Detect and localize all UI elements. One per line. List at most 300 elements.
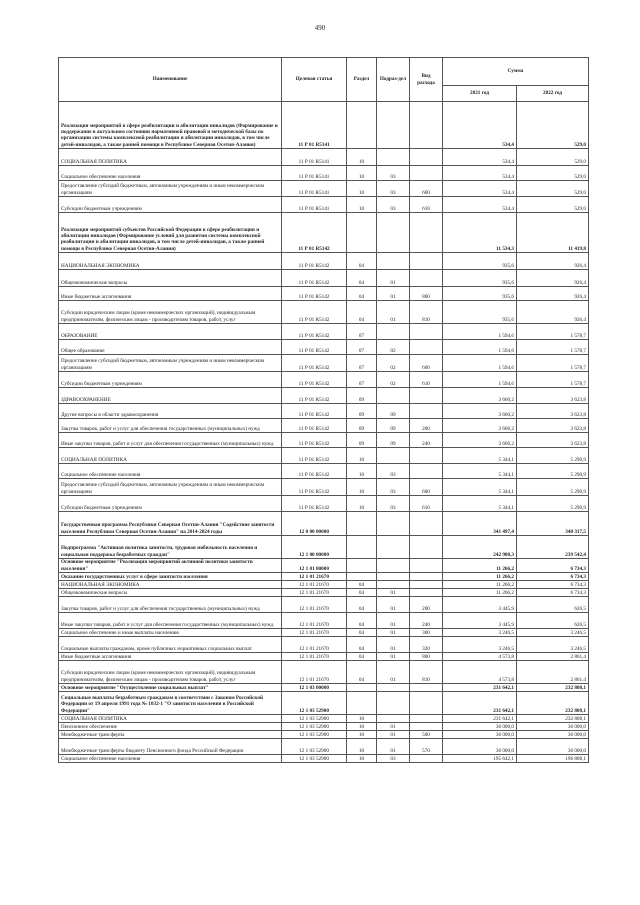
row-name: Другие вопросы в области здравоохранения	[59, 404, 282, 419]
row-sum-2021: 5 344,1	[443, 464, 517, 479]
row-csr: 12 1 03 52900	[282, 692, 347, 715]
header-subsection: Подраз-дел	[377, 58, 410, 102]
row-section: 04	[347, 589, 377, 597]
row-subsection: 01	[377, 661, 410, 684]
row-sum-2022: 926,4	[517, 301, 589, 324]
row-sum-2021: 5 344,1	[443, 448, 517, 464]
row-sum-2022: 232 808,1	[517, 684, 589, 692]
row-subsection: 01	[377, 270, 410, 287]
row-sum-2021: 534,4	[443, 102, 517, 149]
row-section: 04	[347, 629, 377, 637]
row-section	[347, 692, 377, 715]
row-expense-type: 600	[410, 181, 443, 197]
row-subsection: 01	[377, 613, 410, 629]
table-row	[59, 324, 589, 340]
row-name: Субсидии юридическим лицам (кроме некоммерческих организаций), индивидуальным предпринимателям, физическим лицам - производителям товаров, работ, услуг	[59, 301, 282, 324]
row-sum-2022: 1 578,7	[517, 372, 589, 388]
header-expense-type: Вид расхода	[410, 58, 443, 102]
row-expense-type: 810	[410, 661, 443, 684]
row-csr: 12 1 03 52900	[282, 731, 347, 739]
table-row	[59, 684, 589, 692]
row-name: Социальные выплаты безработным гражданам в соответствии с Законом Российской Федерации от 19 апреля 1991 года № 1032-1 "О занятости населения в Российской Федерации"	[59, 692, 282, 715]
table-row	[59, 629, 589, 637]
row-sum-2021: 935,6	[443, 253, 517, 270]
row-sum-2022: 2 861,4	[517, 653, 589, 661]
row-sum-2021: 36 000,0	[443, 723, 517, 731]
table-row	[59, 433, 589, 448]
row-sum-2021: 534,4	[443, 149, 517, 166]
row-sum-2021: 935,6	[443, 301, 517, 324]
row-section: 04	[347, 253, 377, 270]
row-subsection	[377, 213, 410, 253]
row-sum-2021: 11 266,2	[443, 589, 517, 597]
table-row	[59, 448, 589, 464]
row-expense-type: 320	[410, 637, 443, 653]
row-section: 07	[347, 340, 377, 355]
table-row	[59, 739, 589, 755]
row-section	[347, 573, 377, 581]
row-csr: 11 Р 01 R5142	[282, 419, 347, 433]
row-csr: 11 Р 01 R5142	[282, 496, 347, 512]
row-csr: 12 1 03 52900	[282, 723, 347, 731]
row-expense-type	[410, 723, 443, 731]
row-subsection	[377, 102, 410, 149]
row-expense-type	[410, 270, 443, 287]
row-expense-type	[410, 589, 443, 597]
table-row	[59, 496, 589, 512]
row-sum-2022: 239 542,4	[517, 536, 589, 559]
row-expense-type	[410, 464, 443, 479]
row-section: 04	[347, 597, 377, 613]
row-csr: 11 Р 01 R5142	[282, 253, 347, 270]
budget-table	[58, 57, 589, 763]
row-name: ОБРАЗОВАНИЕ	[59, 324, 282, 340]
table-row	[59, 692, 589, 715]
row-sum-2022: 529,0	[517, 197, 589, 213]
header-year-2022: 2022 год	[517, 86, 589, 102]
row-expense-type: 610	[410, 197, 443, 213]
header-name: Наименование	[59, 58, 282, 102]
row-name: Общеэкономические вопросы	[59, 589, 282, 597]
row-section: 04	[347, 613, 377, 629]
row-name: Пенсионное обеспечение	[59, 723, 282, 731]
row-section: 10	[347, 448, 377, 464]
row-name: Предоставление субсидий бюджетным, автономным учреждениям и иным некоммерческим организациям	[59, 181, 282, 197]
row-subsection: 02	[377, 355, 410, 372]
row-subsection: 01	[377, 287, 410, 301]
row-csr: 11 Р 01 R5141	[282, 166, 347, 181]
row-section: 04	[347, 653, 377, 661]
row-csr: 11 Р 01 R5142	[282, 213, 347, 253]
row-name: Закупка товаров, работ и услуг для обеспечения государственных (муниципальных) нужд	[59, 597, 282, 613]
row-expense-type: 600	[410, 355, 443, 372]
row-name: Иные бюджетные ассигнования	[59, 653, 282, 661]
row-name: НАЦИОНАЛЬНАЯ ЭКОНОМИКА	[59, 581, 282, 589]
table-row	[59, 388, 589, 404]
table-row	[59, 301, 589, 324]
row-csr: 12 1 01 21670	[282, 637, 347, 653]
row-subsection	[377, 324, 410, 340]
row-section: 09	[347, 404, 377, 419]
row-expense-type: 200	[410, 597, 443, 613]
row-csr: 11 Р 01 R5142	[282, 372, 347, 388]
table-row	[59, 715, 589, 723]
row-csr: 11 Р 01 R5142	[282, 433, 347, 448]
row-subsection: 09	[377, 419, 410, 433]
row-csr: 12 1 03 52900	[282, 715, 347, 723]
row-sum-2022: 6 734,3	[517, 581, 589, 589]
row-sum-2021: 3 445,9	[443, 597, 517, 613]
row-expense-type: 240	[410, 613, 443, 629]
row-csr: 12 1 01 21670	[282, 597, 347, 613]
row-csr: 12 1 01 21670	[282, 573, 347, 581]
row-section: 10	[347, 166, 377, 181]
row-sum-2022: 529,0	[517, 149, 589, 166]
row-csr: 12 0 00 00000	[282, 512, 347, 536]
row-expense-type: 610	[410, 372, 443, 388]
row-subsection: 01	[377, 637, 410, 653]
table-row	[59, 581, 589, 589]
row-name: Социальное обеспечение населения	[59, 755, 282, 763]
row-csr: 12 1 03 00000	[282, 684, 347, 692]
row-expense-type	[410, 404, 443, 419]
row-section: 10	[347, 496, 377, 512]
row-csr: 12 1 01 21670	[282, 581, 347, 589]
row-sum-2021: 11 534,3	[443, 213, 517, 253]
row-name: Предоставление субсидий бюджетным, автономным учреждениям и иным некоммерческим организациям	[59, 479, 282, 496]
row-sum-2021: 1 594,6	[443, 340, 517, 355]
row-name: Основное мероприятие "Реализация мероприятий активной политики занятости населения"	[59, 559, 282, 573]
row-name: Общеэкономические вопросы	[59, 270, 282, 287]
row-sum-2022: 626,5	[517, 613, 589, 629]
table-row	[59, 597, 589, 613]
row-sum-2022: 6 734,3	[517, 573, 589, 581]
row-sum-2021: 1 594,6	[443, 324, 517, 340]
row-expense-type	[410, 340, 443, 355]
row-sum-2022: 3 246,5	[517, 637, 589, 653]
table-row	[59, 181, 589, 197]
row-sum-2022: 340 317,5	[517, 512, 589, 536]
row-section: 10	[347, 464, 377, 479]
row-sum-2021: 3 246,5	[443, 629, 517, 637]
table-row	[59, 653, 589, 661]
row-sum-2022: 1 578,7	[517, 340, 589, 355]
row-subsection	[377, 512, 410, 536]
row-subsection: 01	[377, 731, 410, 739]
row-section: 10	[347, 731, 377, 739]
row-section	[347, 102, 377, 149]
row-expense-type: 500	[410, 731, 443, 739]
row-name: СОЦИАЛЬНАЯ ПОЛИТИКА	[59, 149, 282, 166]
row-expense-type: 800	[410, 653, 443, 661]
row-sum-2022: 3 623,8	[517, 404, 589, 419]
row-csr: 12 1 01 21670	[282, 589, 347, 597]
row-csr: 12 1 00 00000	[282, 536, 347, 559]
row-expense-type: 570	[410, 739, 443, 755]
row-expense-type	[410, 213, 443, 253]
row-sum-2022: 529,0	[517, 181, 589, 197]
row-expense-type: 300	[410, 629, 443, 637]
row-sum-2022: 5 290,9	[517, 479, 589, 496]
row-name: Предоставление субсидий бюджетным, автономным учреждениям и иным некоммерческим организациям	[59, 355, 282, 372]
row-csr: 11 Р 01 R5142	[282, 464, 347, 479]
row-sum-2021: 5 344,1	[443, 479, 517, 496]
row-subsection: 01	[377, 653, 410, 661]
table-row	[59, 573, 589, 581]
row-csr: 11 Р 01 R5142	[282, 340, 347, 355]
table-row	[59, 723, 589, 731]
row-expense-type	[410, 715, 443, 723]
row-section: 07	[347, 324, 377, 340]
row-sum-2021: 341 497,4	[443, 512, 517, 536]
row-sum-2022: 232 808,1	[517, 715, 589, 723]
row-subsection: 03	[377, 181, 410, 197]
row-sum-2021: 11 266,2	[443, 559, 517, 573]
row-expense-type	[410, 559, 443, 573]
row-name: Социальное обеспечение и иные выплаты населению	[59, 629, 282, 637]
page-number: 490	[314, 24, 326, 32]
row-sum-2021: 1 594,6	[443, 355, 517, 372]
row-sum-2022: 1 578,7	[517, 324, 589, 340]
row-csr: 12 1 03 52900	[282, 739, 347, 755]
row-subsection: 02	[377, 372, 410, 388]
row-sum-2022: 3 246,5	[517, 629, 589, 637]
table-row	[59, 287, 589, 301]
table-row	[59, 270, 589, 287]
row-sum-2021: 3 445,9	[443, 613, 517, 629]
row-name: СОЦИАЛЬНАЯ ПОЛИТИКА	[59, 448, 282, 464]
row-name: Оказание государственных услуг в сфере занятости населения	[59, 573, 282, 581]
row-subsection: 01	[377, 589, 410, 597]
row-section: 10	[347, 149, 377, 166]
row-sum-2021: 195 642,1	[443, 755, 517, 763]
row-sum-2021: 231 642,1	[443, 692, 517, 715]
row-section: 10	[347, 715, 377, 723]
row-section: 09	[347, 388, 377, 404]
row-expense-type	[410, 536, 443, 559]
header-csr: Целевая статья	[282, 58, 347, 102]
row-sum-2022: 5 290,9	[517, 496, 589, 512]
row-section: 10	[347, 723, 377, 731]
row-csr: 11 Р 01 R5141	[282, 181, 347, 197]
row-sum-2021: 3 246,5	[443, 637, 517, 653]
row-expense-type: 610	[410, 496, 443, 512]
row-csr: 11 Р 01 R5142	[282, 448, 347, 464]
row-csr: 11 Р 01 R5142	[282, 404, 347, 419]
row-expense-type	[410, 573, 443, 581]
row-csr: 11 Р 01 R5141	[282, 102, 347, 149]
row-sum-2022: 11 419,8	[517, 213, 589, 253]
row-sum-2021: 242 908,3	[443, 536, 517, 559]
row-expense-type: 800	[410, 287, 443, 301]
row-name: Межбюджетные трансферты	[59, 731, 282, 739]
row-csr: 11 Р 01 R5141	[282, 197, 347, 213]
row-name: ЗДРАВООХРАНЕНИЕ	[59, 388, 282, 404]
row-name: Социальные выплаты гражданам, кроме публичных нормативных социальных выплат	[59, 637, 282, 653]
row-expense-type	[410, 512, 443, 536]
row-subsection	[377, 253, 410, 270]
row-section: 07	[347, 355, 377, 372]
row-expense-type	[410, 448, 443, 464]
row-sum-2021: 4 573,8	[443, 661, 517, 684]
row-sum-2022: 1 578,7	[517, 355, 589, 372]
row-subsection: 03	[377, 166, 410, 181]
row-expense-type: 200	[410, 419, 443, 433]
row-sum-2021: 534,4	[443, 181, 517, 197]
row-expense-type	[410, 102, 443, 149]
table-row	[59, 404, 589, 419]
row-expense-type	[410, 755, 443, 763]
row-sum-2021: 1 594,6	[443, 372, 517, 388]
row-sum-2021: 5 344,1	[443, 496, 517, 512]
row-name: Подпрограмма "Активная политика занятости, трудовая мобильность населения и социальная поддержка безработных граждан"	[59, 536, 282, 559]
row-sum-2022: 6 734,3	[517, 559, 589, 573]
row-name: Социальное обеспечение населения	[59, 464, 282, 479]
row-name: Субсидии бюджетным учреждениям	[59, 372, 282, 388]
row-section	[347, 684, 377, 692]
row-sum-2021: 935,6	[443, 270, 517, 287]
row-sum-2022: 529,0	[517, 102, 589, 149]
row-subsection: 02	[377, 340, 410, 355]
row-section	[347, 213, 377, 253]
table-row	[59, 102, 589, 149]
row-subsection: 01	[377, 739, 410, 755]
row-sum-2022: 926,4	[517, 287, 589, 301]
row-subsection: 03	[377, 755, 410, 763]
row-subsection	[377, 684, 410, 692]
row-sum-2021: 231 642,1	[443, 684, 517, 692]
row-section: 09	[347, 433, 377, 448]
row-subsection: 03	[377, 464, 410, 479]
row-subsection	[377, 448, 410, 464]
row-name: СОЦИАЛЬНАЯ ПОЛИТИКА	[59, 715, 282, 723]
row-sum-2021: 36 000,0	[443, 739, 517, 755]
row-csr: 11 Р 01 R5142	[282, 388, 347, 404]
row-name: Закупка товаров, работ и услуг для обеспечения государственных (муниципальных) нужд	[59, 419, 282, 433]
row-sum-2022: 6 734,3	[517, 589, 589, 597]
row-sum-2021: 11 266,2	[443, 573, 517, 581]
row-subsection	[377, 149, 410, 166]
row-name: Государственная программа Республики Северная Осетия-Алания "Содействие занятости населения Республики Северная Осетия-Алания" на 2014-2024 годы	[59, 512, 282, 536]
row-section: 10	[347, 479, 377, 496]
row-expense-type	[410, 684, 443, 692]
table-row	[59, 613, 589, 629]
table-row	[59, 372, 589, 388]
row-sum-2022: 5 290,9	[517, 464, 589, 479]
row-expense-type: 810	[410, 301, 443, 324]
row-sum-2022: 36 000,0	[517, 723, 589, 731]
row-section: 10	[347, 755, 377, 763]
row-subsection: 01	[377, 629, 410, 637]
row-name: Иные закупки товаров, работ и услуг для обеспечения государственных (муниципальных) нужд	[59, 433, 282, 448]
budget-table-body	[59, 102, 589, 763]
row-csr: 12 1 03 52900	[282, 755, 347, 763]
row-subsection	[377, 581, 410, 589]
table-row	[59, 340, 589, 355]
row-name: Социальное обеспечение населения	[59, 166, 282, 181]
row-subsection	[377, 692, 410, 715]
row-subsection	[377, 573, 410, 581]
row-sum-2022: 2 861,4	[517, 661, 589, 684]
row-sum-2022: 529,0	[517, 166, 589, 181]
row-csr: 11 Р 01 R5142	[282, 270, 347, 287]
row-sum-2021: 36 000,0	[443, 731, 517, 739]
row-section: 10	[347, 181, 377, 197]
row-sum-2021: 3 660,2	[443, 388, 517, 404]
table-row	[59, 589, 589, 597]
table-row	[59, 661, 589, 684]
row-sum-2021: 534,4	[443, 166, 517, 181]
row-subsection: 01	[377, 597, 410, 613]
row-expense-type	[410, 692, 443, 715]
row-subsection	[377, 559, 410, 573]
row-name: Иные бюджетные ассигнования	[59, 287, 282, 301]
row-subsection: 01	[377, 301, 410, 324]
row-csr: 11 Р 01 R5142	[282, 287, 347, 301]
row-sum-2021: 935,6	[443, 287, 517, 301]
table-row	[59, 536, 589, 559]
row-expense-type	[410, 324, 443, 340]
row-sum-2022: 3 623,8	[517, 388, 589, 404]
row-sum-2021: 3 660,2	[443, 404, 517, 419]
row-section: 09	[347, 419, 377, 433]
table-row	[59, 479, 589, 496]
table-row	[59, 149, 589, 166]
row-sum-2022: 3 623,8	[517, 433, 589, 448]
row-csr: 12 1 01 21670	[282, 613, 347, 629]
row-sum-2022: 626,5	[517, 597, 589, 613]
table-row	[59, 419, 589, 433]
row-csr: 11 Р 01 R5142	[282, 301, 347, 324]
row-section: 04	[347, 637, 377, 653]
row-name: Субсидии бюджетным учреждениям	[59, 496, 282, 512]
row-name: Иные закупки товаров, работ и услуг для обеспечения государственных (муниципальных) нужд	[59, 613, 282, 629]
row-subsection: 03	[377, 496, 410, 512]
row-subsection: 03	[377, 197, 410, 213]
table-row	[59, 464, 589, 479]
row-csr: 12 1 01 21670	[282, 653, 347, 661]
row-section: 07	[347, 372, 377, 388]
table-row	[59, 512, 589, 536]
row-sum-2021: 534,4	[443, 197, 517, 213]
row-csr: 12 1 01 00000	[282, 559, 347, 573]
table-row	[59, 559, 589, 573]
table-row	[59, 731, 589, 739]
row-name: Реализация мероприятий в сфере реабилитации и абилитации инвалидов (Формирование и поддержание в актуальном состоянии нормативной правовой и методической базы по организации системы комплексной реабилитации и абилитации инвалидов, в том числе детей-инвалидов, а также ранней помощи в Республике Северная Осетия-Алания)	[59, 102, 282, 149]
row-sum-2022: 232 808,1	[517, 692, 589, 715]
row-csr: 11 Р 01 R5142	[282, 324, 347, 340]
row-csr: 11 Р 01 R5142	[282, 479, 347, 496]
row-expense-type	[410, 581, 443, 589]
row-subsection: 09	[377, 404, 410, 419]
header-sum: Сумма	[443, 58, 589, 86]
row-name: Межбюджетные трансферты бюджету Пенсионного фонда Российской Федерации	[59, 739, 282, 755]
row-csr: 11 Р 01 R5142	[282, 355, 347, 372]
row-csr: 12 1 01 21670	[282, 661, 347, 684]
row-sum-2022: 36 000,0	[517, 731, 589, 739]
row-csr: 12 1 01 21670	[282, 629, 347, 637]
row-section: 04	[347, 287, 377, 301]
row-sum-2022: 36 000,0	[517, 739, 589, 755]
row-subsection: 03	[377, 479, 410, 496]
row-subsection	[377, 388, 410, 404]
row-sum-2022: 3 623,8	[517, 419, 589, 433]
row-expense-type	[410, 253, 443, 270]
row-name: Основное мероприятие "Осуществление социальных выплат"	[59, 684, 282, 692]
row-subsection	[377, 715, 410, 723]
row-expense-type	[410, 166, 443, 181]
table-row	[59, 755, 589, 763]
